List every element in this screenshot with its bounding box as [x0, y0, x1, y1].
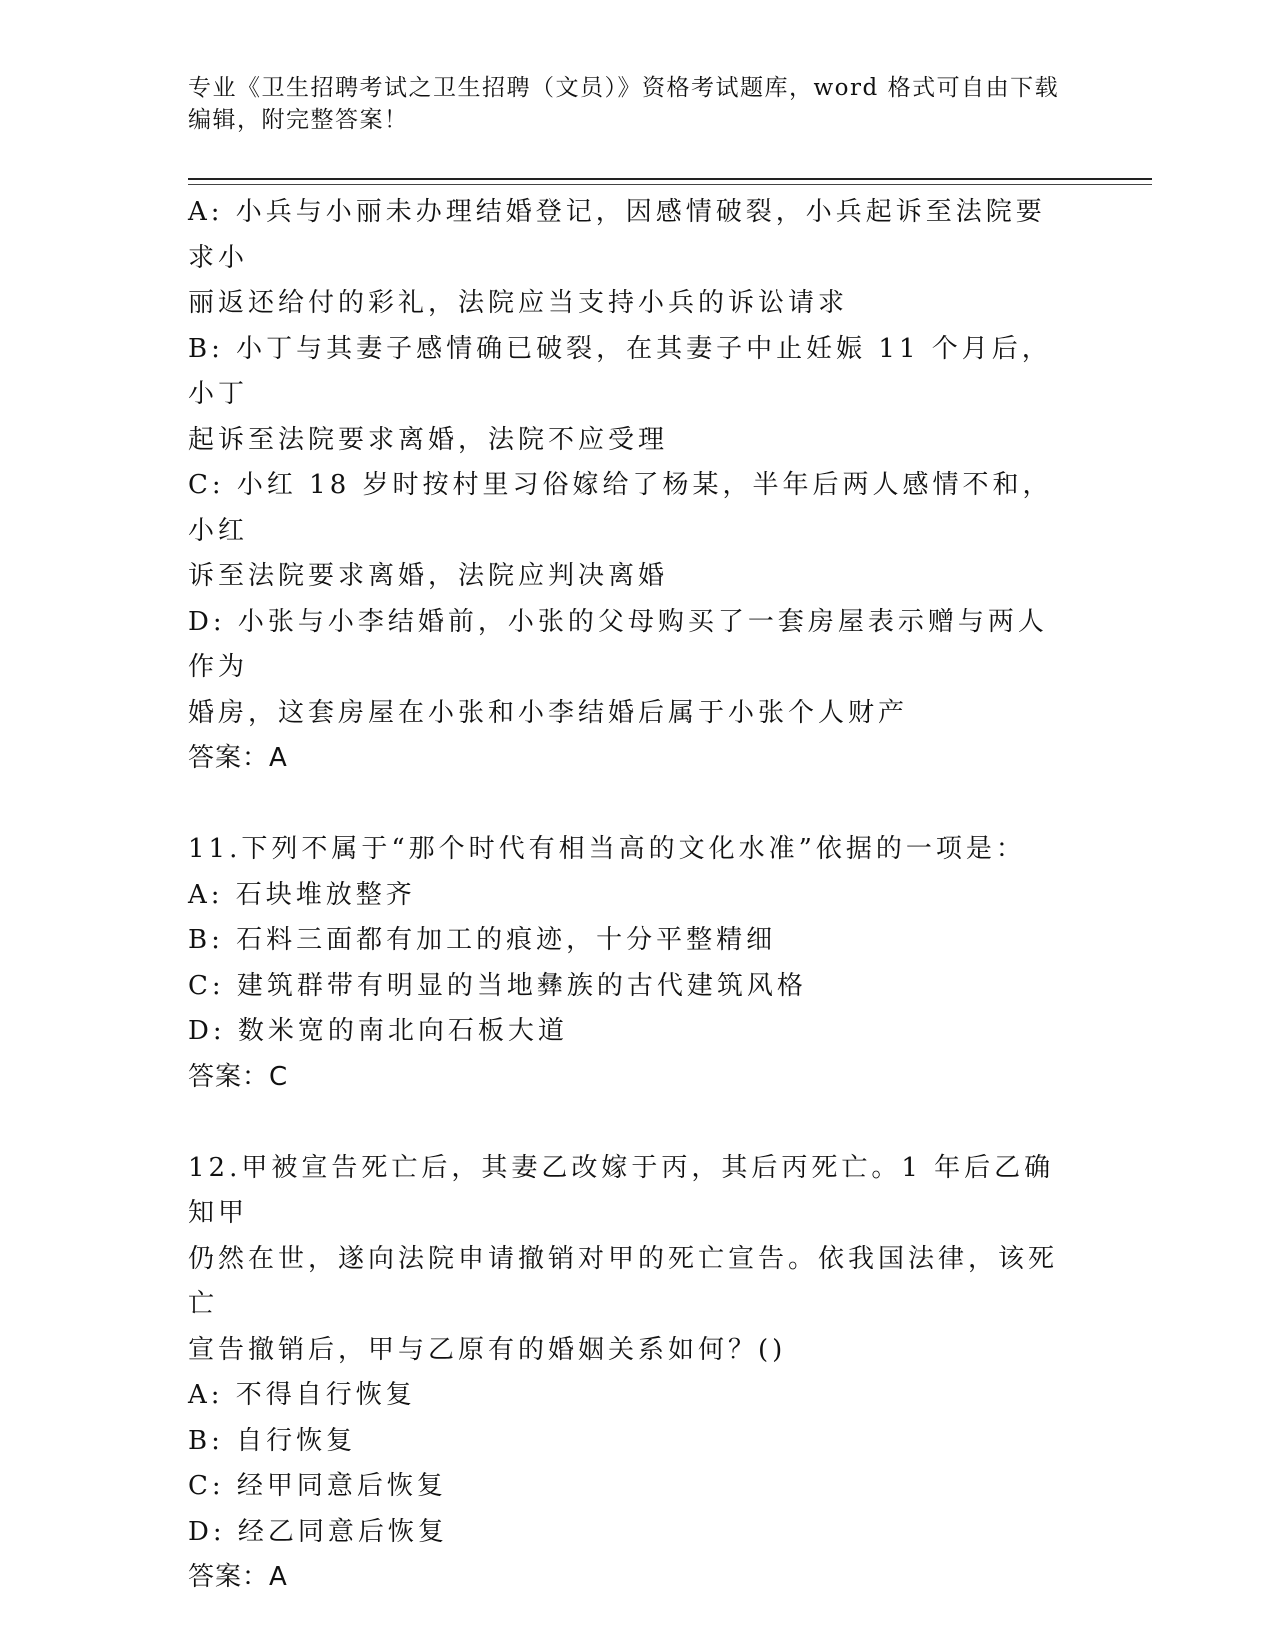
- document-body: [188, 190, 1068, 1601]
- option-a: A: 石块堆放整齐: [188, 879, 416, 910]
- question-12: [188, 1146, 1068, 1601]
- option-c: C: 经甲同意后恢复: [188, 1471, 447, 1501]
- option-b: B: 石料三面都有加工的痕迹，十分平整精细: [188, 925, 777, 955]
- header-divider-thick: [188, 178, 1152, 180]
- option-c-line-1: C: 小红 18 岁时按村里习俗嫁给了杨某，半年后两人感情不和，小红: [188, 470, 1053, 546]
- option-c: C: 建筑群带有明显的当地彝族的古代建筑风格: [188, 970, 807, 1001]
- option-d-line-2: 婚房，这套房屋在小张和小李结婚后属于小张个人财产: [188, 697, 909, 728]
- answer: 答案：C: [188, 1061, 289, 1092]
- option-a-line-2: 丽返还给付的彩礼，法院应当支持小兵的诉讼请求: [188, 288, 849, 318]
- header-line-1: 专业《卫生招聘考试之卫生招聘（文员）》资格考试题库，word 格式可自由下载: [188, 75, 1060, 101]
- question-11: [188, 827, 1068, 1100]
- answer: 答案：A: [188, 743, 288, 773]
- option-b: B: 自行恢复: [188, 1425, 357, 1456]
- question-text-line-3: 宣告撤销后，甲与乙原有的婚姻关系如何？(): [188, 1334, 787, 1365]
- question-text-line-2: 仍然在世，遂向法院申请撤销对甲的死亡宣告。依我国法律，该死亡: [188, 1243, 1059, 1319]
- option-d: D: 经乙同意后恢复: [188, 1516, 448, 1547]
- answer: 答案：A: [188, 1562, 288, 1592]
- header-divider-thin: [188, 184, 1152, 185]
- question-text-line-1: 12.甲被宣告死亡后，其妻乙改嫁于丙，其后丙死亡。1 年后乙确知甲: [188, 1152, 1055, 1228]
- option-c-line-2: 诉至法院要求离婚，法院应判决离婚: [188, 561, 669, 591]
- option-b-line-2: 起诉至法院要求离婚，法院不应受理: [188, 424, 669, 455]
- question-10: [188, 190, 1068, 782]
- option-d: D: 数米宽的南北向石板大道: [188, 1016, 568, 1046]
- option-b-line-1: B: 小丁与其妻子感情确已破裂，在其妻子中止妊娠 11 个月后，小丁: [188, 333, 1052, 409]
- header-line-2: 编辑，附完整答案！: [188, 107, 409, 133]
- option-a-line-1: A: 小兵与小丽未办理结婚登记，因感情破裂，小兵起诉至法院要求小: [188, 197, 1046, 273]
- document-header: [188, 72, 1068, 136]
- question-text: 11.下列不属于“那个时代有相当高的文化水准”依据的一项是：: [188, 834, 1026, 864]
- option-a: A: 不得自行恢复: [188, 1380, 416, 1410]
- option-d-line-1: D: 小张与小李结婚前，小张的父母购买了一套房屋表示赠与两人作为: [188, 606, 1048, 682]
